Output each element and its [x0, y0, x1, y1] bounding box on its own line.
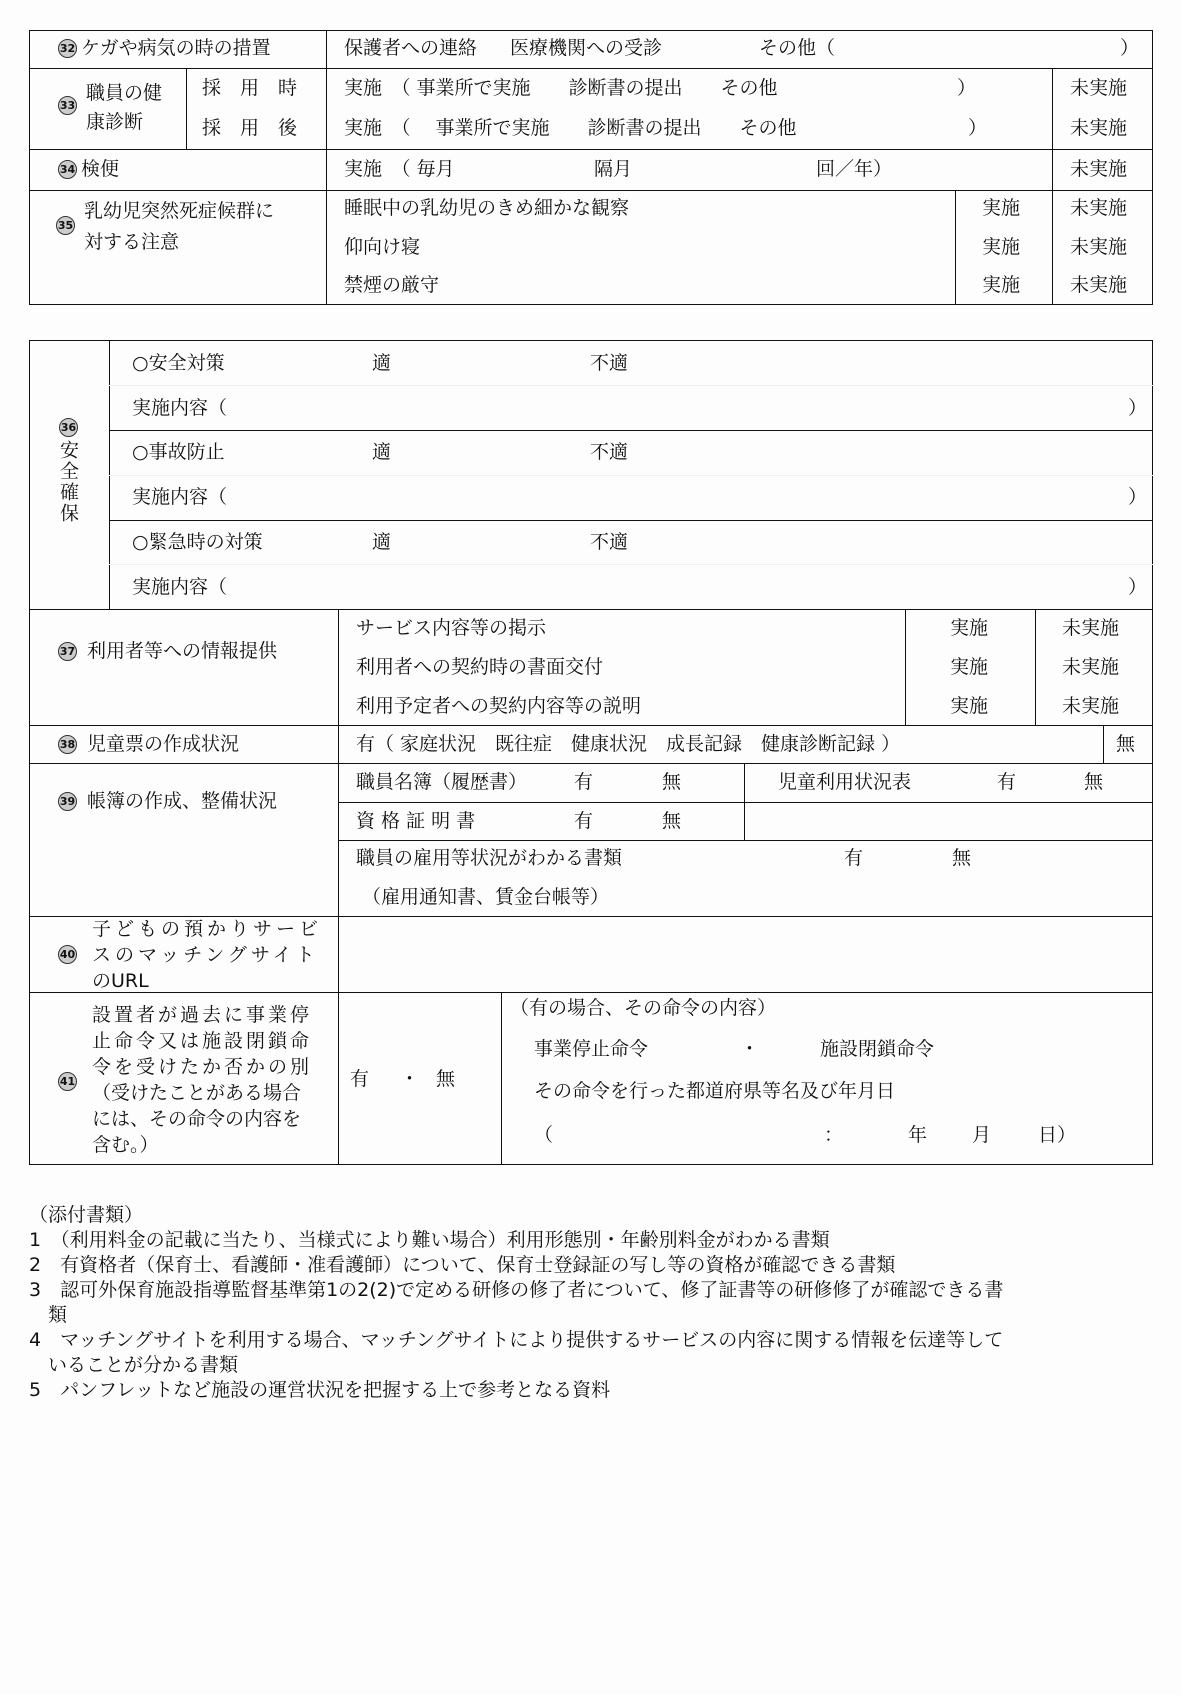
divider: [1052, 68, 1053, 305]
item-37-label: [58, 642, 277, 661]
label-text: 帳簿の作成、整備状況: [87, 790, 278, 812]
monthly-option[interactable]: 実施 （ 毎月: [344, 158, 455, 180]
not-done-option[interactable]: 未実施: [1070, 274, 1128, 296]
no-option[interactable]: 無: [952, 847, 972, 869]
sids-item-text: 仰向け寝: [344, 236, 421, 258]
divider: [905, 609, 906, 725]
not-done-option[interactable]: 未実施: [1062, 617, 1120, 639]
divider: [29, 763, 1153, 764]
staff-register-label: 職員名簿（履歴書）: [356, 771, 528, 793]
employment-docs-label: 職員の雇用等状況がわかる書類: [356, 847, 623, 869]
label-text: 検便: [81, 158, 120, 180]
item-36-label: 安全確保: [57, 440, 79, 524]
option-other[interactable]: その他（: [759, 37, 836, 59]
yes-option[interactable]: 有: [844, 847, 864, 869]
faint-divider: [109, 475, 1153, 476]
done-option[interactable]: 実施: [982, 197, 1021, 219]
sids-item-text: 禁煙の厳守: [344, 274, 440, 296]
item-33-label-line1: 職員の健: [86, 82, 163, 104]
close-paren: ）: [957, 77, 977, 99]
item-36-badge: [59, 418, 82, 437]
divider: [29, 916, 1153, 917]
yes-option[interactable]: 有: [997, 771, 1017, 793]
item-41-label-line: 設置者が過去に事業停: [92, 1004, 313, 1026]
divider: [338, 840, 1153, 841]
divider: [29, 190, 1153, 191]
number-badge: 40: [58, 945, 77, 964]
item-38-label: [58, 735, 239, 754]
number-badge: 32: [58, 39, 77, 58]
item-33-label: [58, 84, 81, 115]
not-done-option[interactable]: 未実施: [1070, 236, 1128, 258]
item-40-label-line3: のURL: [92, 970, 149, 992]
accident-prevention-title: ○事故防止: [132, 441, 225, 463]
facility-closure-option[interactable]: 施設閉鎖命令: [820, 1038, 935, 1060]
divider: [29, 68, 1153, 69]
business-suspension-option[interactable]: 事業停止命令: [534, 1038, 649, 1060]
number-badge: 39: [58, 792, 77, 811]
ng-option[interactable]: 不適: [590, 441, 629, 463]
attachment-item: 3 認可外保育施設指導監督基準第1の2(2)で定める研修の修了者について、修了証書等の研修修了が確認できる書: [29, 1279, 1004, 1301]
emergency-measures-title: ○緊急時の対策: [132, 531, 263, 553]
not-done-option[interactable]: 未実施: [1070, 77, 1128, 99]
not-done-option[interactable]: 未実施: [1062, 656, 1120, 678]
number-badge: 38: [58, 735, 77, 754]
ng-option[interactable]: 不適: [590, 352, 629, 374]
divider: [326, 149, 1153, 150]
sids-item-text: 睡眠中の乳幼児のきめ細かな観察: [344, 197, 630, 219]
info-item-text: 利用者への契約時の書面交付: [356, 656, 604, 678]
yes-option[interactable]: 有: [574, 771, 594, 793]
at-hiring-options[interactable]: 実施 （ 事業所で実施 診断書の提出 その他: [344, 77, 778, 99]
month-field[interactable]: 月: [972, 1124, 992, 1146]
ok-option[interactable]: 適: [372, 352, 392, 374]
yes-option[interactable]: 有: [574, 810, 594, 832]
divider: [1103, 725, 1104, 763]
year-field[interactable]: 年: [908, 1124, 928, 1146]
divider: [109, 520, 1153, 521]
close-paren: ）: [1128, 397, 1148, 419]
divider: [326, 30, 327, 305]
divider: [29, 992, 1153, 993]
done-option[interactable]: 実施: [950, 617, 989, 639]
divider: [29, 609, 1153, 610]
detail-label[interactable]: 実施内容（: [132, 397, 228, 419]
item-33-label-line2: 康診断: [86, 111, 144, 133]
ok-option[interactable]: 適: [372, 531, 392, 553]
done-option[interactable]: 実施: [950, 695, 989, 717]
divider: [109, 430, 1153, 431]
done-option[interactable]: 実施: [950, 656, 989, 678]
label-text: 利用者等への情報提供: [87, 640, 278, 662]
number-badge: 35: [56, 216, 75, 235]
divider: [338, 802, 1153, 803]
safety-measures-title: ○安全対策: [132, 352, 225, 374]
not-done-option[interactable]: 未実施: [1070, 117, 1128, 139]
after-hiring-options[interactable]: 実施 （ 事業所で実施 診断書の提出 その他: [344, 117, 797, 139]
order-detail-title: （有の場合、その命令の内容）: [510, 997, 777, 1019]
divider: [1035, 609, 1036, 725]
close-paren: ）: [968, 117, 988, 139]
item-35-label-line2: 対する注意: [84, 231, 180, 253]
divider: [186, 68, 187, 149]
day-field[interactable]: 日）: [1038, 1124, 1077, 1146]
number-badge: 41: [58, 1072, 77, 1091]
attachment-item: 4 マッチングサイトを利用する場合、マッチングサイトにより提供するサービスの内容に関する情報を伝達等して: [29, 1329, 1004, 1351]
info-item-text: 利用予定者への契約内容等の説明: [356, 695, 642, 717]
none-option[interactable]: 無: [1116, 733, 1136, 755]
child-record-options[interactable]: 有（ 家庭状況 既往症 健康状況 成長記録 健康診断記録 ）: [356, 733, 901, 755]
no-option[interactable]: 無: [1084, 771, 1104, 793]
item-35-badge: [56, 216, 79, 235]
no-option[interactable]: 無: [662, 810, 682, 832]
close-paren: ）: [1120, 37, 1140, 59]
divider: [29, 725, 1153, 726]
number-badge: 33: [58, 96, 77, 115]
divider: [501, 992, 502, 1165]
sub-at-hiring: 採 用 時: [202, 77, 298, 99]
authority-label: その命令を行った都道府県等名及び年月日: [534, 1080, 896, 1102]
item-34-label: [58, 160, 119, 179]
item-40-badge: [58, 945, 81, 964]
yes-option[interactable]: 有: [350, 1068, 370, 1090]
attachment-item: 2 有資格者（保育士、看護師・准看護師）について、保育士登録証の写し等の資格が確認できる書類: [29, 1254, 896, 1276]
option-guardian-contact[interactable]: 保護者への連絡: [344, 37, 478, 59]
ng-option[interactable]: 不適: [590, 531, 629, 553]
table-health-measures: [29, 30, 1153, 305]
sub-after-hiring: 採 用 後: [202, 117, 298, 139]
faint-divider: [109, 385, 1153, 386]
detail-label[interactable]: 実施内容（: [132, 576, 228, 598]
done-option[interactable]: 実施: [982, 274, 1021, 296]
number-badge: 34: [58, 160, 77, 179]
number-badge: 36: [59, 418, 78, 437]
label-text: ケガや病気の時の措置: [81, 37, 271, 59]
child-usage-label: 児童利用状況表: [778, 771, 912, 793]
number-badge: 37: [58, 642, 77, 661]
attachments-title: （添付書類）: [29, 1204, 144, 1226]
divider: [338, 609, 339, 1165]
item-40-label-line2: スのマッチングサイト: [92, 944, 319, 966]
option-medical-visit[interactable]: 医療機関への受診: [510, 37, 663, 59]
detail-label[interactable]: 実施内容（: [132, 486, 228, 508]
item-41-label-line: 含む。）: [92, 1134, 159, 1156]
item-41-label-line: には、その命令の内容を: [92, 1108, 302, 1130]
close-paren: ）: [1128, 486, 1148, 508]
not-done-option[interactable]: 未実施: [1070, 197, 1128, 219]
times-per-year[interactable]: 回／年）: [816, 158, 893, 180]
bimonthly-option[interactable]: 隔月: [594, 158, 633, 180]
divider: [29, 149, 326, 150]
not-done-option[interactable]: 未実施: [1070, 158, 1128, 180]
label-text: 児童票の作成状況: [87, 733, 240, 755]
item-40-label-line1: 子どもの預かりサービ: [92, 918, 323, 940]
item-35-label-line1: 乳幼児突然死症候群に: [84, 200, 275, 222]
not-done-option[interactable]: 未実施: [1062, 695, 1120, 717]
attachment-item: 5 パンフレットなど施設の運営状況を把握する上で参考となる資料: [29, 1379, 611, 1401]
item-39-label: [58, 792, 277, 811]
no-option[interactable]: 無: [662, 771, 682, 793]
item-41-label-line: 令を受けたか否かの別: [92, 1056, 313, 1078]
employment-docs-note: （雇用通知書、賃金台帳等）: [362, 886, 610, 908]
separator-dot: ・: [400, 1068, 420, 1090]
info-item-text: サービス内容等の掲示: [356, 617, 547, 639]
separator-dot: ・: [740, 1038, 760, 1060]
ok-option[interactable]: 適: [372, 441, 392, 463]
item-41-badge: [58, 1072, 81, 1091]
item-32-label: [58, 39, 271, 58]
colon: ：: [824, 1124, 844, 1146]
faint-divider: [109, 564, 1153, 565]
divider: [955, 190, 956, 305]
attachment-item-continued: 類: [29, 1304, 68, 1326]
open-paren: （: [534, 1124, 554, 1146]
item-41-label-line: 止命令又は施設閉鎖命: [92, 1030, 313, 1052]
close-paren: ）: [1128, 576, 1148, 598]
attachment-item-continued: いることが分かる書類: [29, 1354, 239, 1376]
item-41-label-line: （受けたことがある場合: [92, 1082, 302, 1104]
attachment-item: 1 （利用料金の記載に当たり、当様式により難い場合）利用形態別・年齢別料金がわかる書類: [29, 1229, 830, 1251]
certificate-label: 資 格 証 明 書: [356, 810, 476, 832]
done-option[interactable]: 実施: [982, 236, 1021, 258]
matching-site-url-field[interactable]: [356, 945, 1136, 967]
no-option[interactable]: 無: [436, 1068, 456, 1090]
